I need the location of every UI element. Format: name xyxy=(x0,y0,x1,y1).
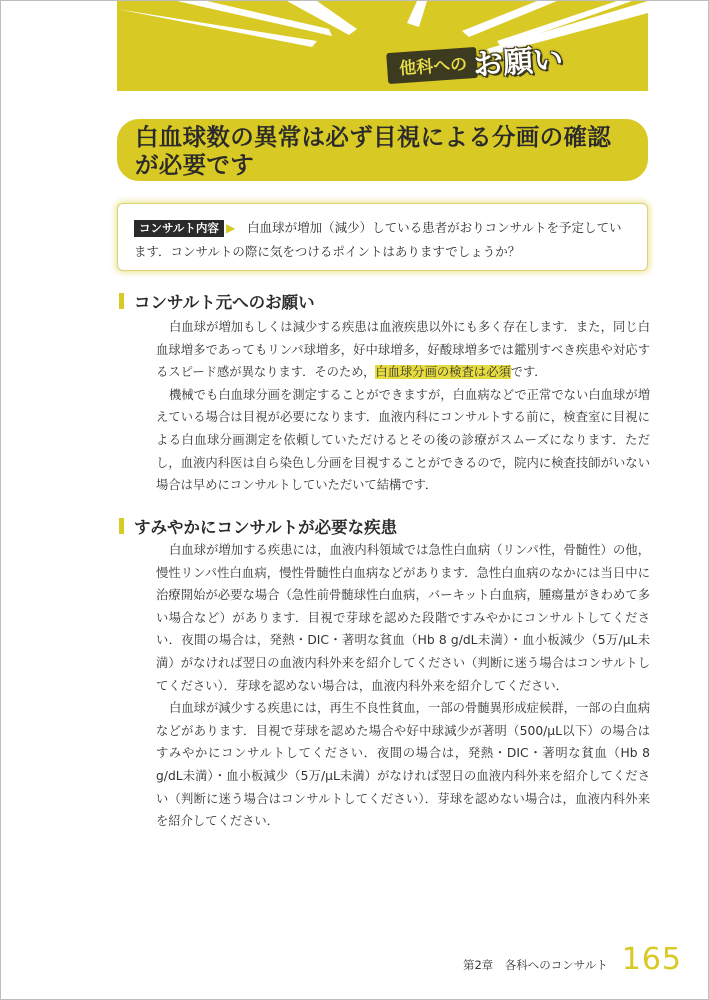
consult-box xyxy=(117,203,648,271)
arrow-right-icon: ▶ xyxy=(225,221,236,235)
article-title-line2: が必要です xyxy=(135,151,254,179)
chapter-label: 第2章 各科へのコンサルト xyxy=(462,958,608,972)
section-title-2: すみやかにコンサルトが必要な疾患 xyxy=(134,518,398,537)
tag-main: お願い xyxy=(472,41,565,84)
paragraph-text: です． xyxy=(510,365,547,380)
heading-bar xyxy=(119,518,124,534)
section1-body xyxy=(156,316,650,497)
page-number: 165 xyxy=(621,942,682,977)
paragraph: 白血球が減少する疾患には，再生不良性貧血，一部の骨髄異形成症候群，一部の白血病などがあります．目視で芽球を認めた場合や好中球減少が著明（500/μL以下）の場合はすみやかにコンサルトしてください．夜間の場合は，発熱・DIC・著明な貧血（Hb 8 g/dL未満）・血小板減少（5万/μL未満）がなければ翌日の血液内科外来を紹介してください（判断に迷う場合はコンサルトしてください）．芽球を認めない場合は，血液内科外来を紹介してください． xyxy=(156,701,650,829)
paragraph: 白血球が増加する疾患には，血液内科領域では急性白血病（リンパ性，骨髄性）の他，慢性リンパ性白血病，慢性骨髄性白血病などがあります．急性白血病のなかには当日中に治療開始が必要な場合（急性前骨髄球性白血病，バーキット白血病，腫瘍量がきわめて多い場合など）があります．目視で芽球を認めた段階ですみやかにコンサルトしてください．夜間の場合は，発熱・DIC・著明な貧血（Hb 8 g/dL未満）・血小板減少（5万/μL未満）がなければ翌日の血液内科外来を紹介してください（判断に迷う場合はコンサルトしてください）．芽球を認めない場合は，血液内科外来を紹介してください． xyxy=(156,543,650,693)
heading-bar xyxy=(119,293,124,309)
tag-prefix: 他科への xyxy=(386,46,478,83)
consult-label: コンサルト内容 xyxy=(134,220,224,237)
consult-text: 白血球が増加（減少）している患者がおりコンサルトを予定しています．コンサルトの際に気をつけるポイントはありますでしょうか？ xyxy=(134,220,622,259)
burst-rays-decoration xyxy=(117,1,648,91)
paragraph: 機械でも白血球分画を測定することができますが，白血病などで正常でない白血球が増えている場合は目視が必要になります．血液内科にコンサルトする前に，検査室に目視による白血球分画測定を依頼していただけるとその後の診療がスムーズになります．ただし，血液内科医は自ら染色し分画を目視することができるので，院内に検査技師がいない場合は早めにコンサルトしていただいて結構です． xyxy=(156,387,650,493)
paragraph-text: 白血球が増加もしくは減少する疾患は血液疾患以外にも多く存在します．また，同じ白血球増多であってもリンパ球増多，好中球増多，好酸球増多では鑑別すべき疾患や対応するスピード感が異なります．そのため， xyxy=(156,320,650,380)
section-heading-2 xyxy=(119,515,397,537)
section2-body xyxy=(156,539,650,833)
page-footer xyxy=(463,942,682,977)
paragraph xyxy=(156,316,650,384)
header-banner xyxy=(117,1,648,91)
article-title-box xyxy=(117,119,648,181)
highlighted-text: 白血球分画の検査は必須 xyxy=(375,365,511,380)
section-title-1: コンサルト元へのお願い xyxy=(134,293,315,312)
article-title-line1: 白血球数の異常は必ず目視による分画の確認 xyxy=(135,123,611,151)
section-heading-1 xyxy=(119,290,315,312)
